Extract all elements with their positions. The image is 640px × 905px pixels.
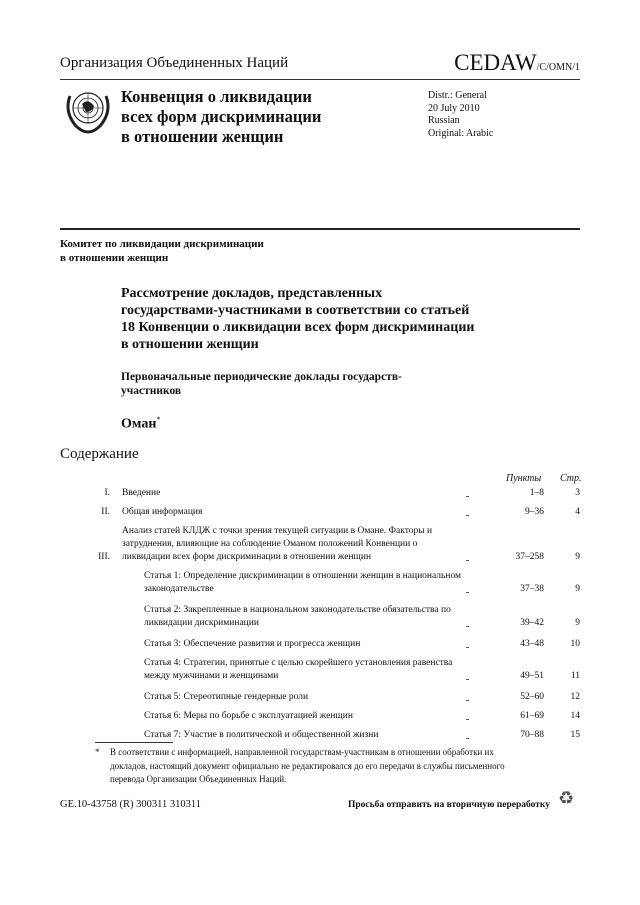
toc-entry-text: Общая информация [122,507,203,517]
title-line: Конвенция о ликвидации [121,87,312,106]
footnote-rule [95,742,173,743]
recycle-icon: ♻ [558,788,575,808]
toc-row[interactable] [80,729,580,742]
symbol-main: CEDAW [454,50,537,75]
dot-leader [466,670,468,680]
col-page-header: Стр. [560,473,582,484]
toc-paragraphs: 52–60 [520,692,544,702]
toc-row[interactable] [80,506,580,519]
toc-number: I. [104,488,110,498]
footnote [95,746,525,787]
toc-page: 9 [575,552,580,562]
toc-paragraphs: 43–48 [520,639,544,649]
dot-leader [466,729,468,739]
toc-entry-text: Статья 7: Участие в политической и общественной жизни [144,730,379,740]
un-emblem-icon [64,84,112,136]
toc-row[interactable] [80,487,580,500]
toc-page: 14 [570,711,580,721]
footnote-star: * [95,747,100,757]
convention-title [121,87,321,147]
country-name [121,415,160,433]
agenda-heading: Рассмотрение докладов, представленных государствами-участниками в соответствии со статьей 18 Конвенции о ликвидации всех форм дискриминации в отношении женщин [121,286,475,352]
toc-row[interactable] [80,525,580,564]
distr-line: Distr.: General [428,90,487,101]
subheading: Первоначальные периодические доклады государств-участников [121,371,402,397]
section-rule [60,228,580,230]
toc-row[interactable] [80,638,580,651]
toc-row[interactable] [80,710,580,723]
document-symbol [454,50,580,76]
toc-row[interactable] [80,570,580,596]
committee-line: в отношении женщин [60,252,169,264]
recycle-note: Просьба отправить на вторичную переработку [348,800,550,810]
dot-leader [466,551,468,561]
country-label: Оман [121,416,157,432]
dot-leader [466,710,468,720]
toc-paragraphs: 1–8 [529,488,544,498]
contents-title: Содержание [60,446,139,462]
dot-leader [466,638,468,648]
toc-paragraphs: 49–51 [520,671,544,681]
toc-number: III. [98,552,110,562]
header-rule [60,79,580,80]
committee-name [60,237,264,265]
toc-paragraphs: 39–42 [520,618,544,628]
document-code: GE.10-43758 (R) 300311 310311 [60,799,201,810]
toc-paragraphs: 70–88 [520,730,544,740]
toc-page: 4 [575,507,580,517]
dot-leader [466,617,468,627]
toc-entry-text: Статья 3: Обеспечение развития и прогресса женщин [144,639,361,649]
footnote-text: В соответствии с информацией, направленной государствам-участникам в отношении обработки их докладов, настоящий документ официально не редактировался до его передачи в службы письменного перевода Организации Объединенных Наций. [110,747,505,784]
col-paragraphs-header: Пункты [506,473,542,484]
toc-entry-text: Статья 2: Закрепленные в национальном законодательстве обязательства по ликвидации дискриминации [144,605,451,628]
toc-page: 11 [570,671,580,681]
toc-row[interactable] [80,604,580,630]
committee-line: Комитет по ликвидации дискриминации [60,238,264,250]
distribution-info [428,90,493,140]
dot-leader [466,506,468,516]
symbol-suffix: /C/OMN/1 [536,62,580,73]
table-of-contents [80,487,580,748]
toc-row[interactable] [80,657,580,683]
toc-number: II. [101,507,110,517]
toc-page: 3 [575,488,580,498]
toc-entry-text: Статья 4: Стратегии, принятые с целью скорейшего установления равенства между мужчинами и женщинами [144,658,453,681]
title-line: всех форм дискриминации [121,107,322,126]
toc-entry-text: Анализ статей КЛДЖ с точки зрения текущей ситуации в Омане. Факторы и затруднения, влияющие на соблюдение Оманом положений Конвенции о ликвидации всех форм дискриминации в отношении женщин [122,526,433,562]
toc-entry-text: Статья 6: Меры по борьбе с эксплуатацией женщин [144,711,353,721]
toc-paragraphs: 37–38 [520,584,544,594]
toc-page: 15 [570,730,580,740]
language-line: Russian [428,115,460,126]
toc-paragraphs: 9–36 [525,507,544,517]
footnote-mark: * [156,415,161,424]
dot-leader [466,691,468,701]
toc-entry-text: Введение [122,488,161,498]
dot-leader [466,487,468,497]
toc-page: 9 [575,618,580,628]
title-line: в отношении женщин [121,127,284,146]
date-line: 20 July 2010 [428,102,480,114]
toc-paragraphs: 37–258 [515,552,544,562]
toc-page: 10 [570,639,580,649]
toc-entry-text: Статья 5: Стереотипные гендерные роли [144,692,309,702]
original-line: Original: Arabic [428,127,494,139]
toc-entry-text: Статья 1: Определение дискриминации в отношении женщин в национальном законодательстве [144,571,462,594]
toc-row[interactable] [80,691,580,704]
toc-paragraphs: 61–69 [520,711,544,721]
dot-leader [466,583,468,593]
organization-name: Организация Объединенных Наций [60,55,289,71]
toc-page: 9 [575,584,580,594]
toc-page: 12 [570,692,580,702]
